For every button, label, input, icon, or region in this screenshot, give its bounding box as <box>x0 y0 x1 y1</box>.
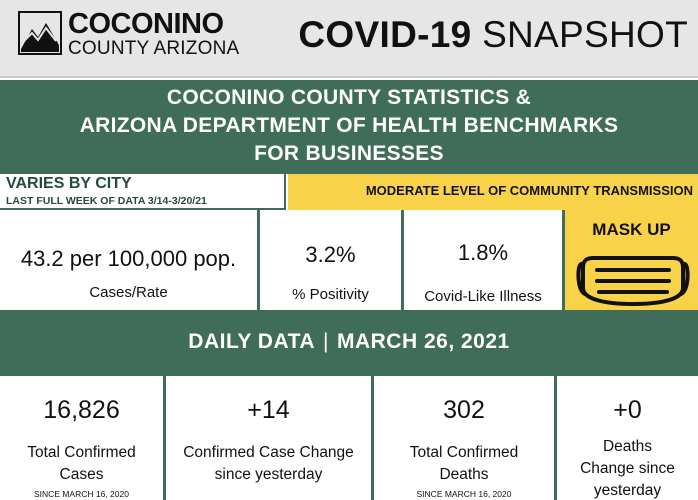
stat-label: % Positivity <box>292 286 369 303</box>
daily-label: Total Confirmed Deaths <box>409 444 519 483</box>
daily-deaths-change <box>557 376 698 500</box>
stat-covid-like-illness <box>404 210 562 310</box>
benchmarks-banner <box>0 80 698 174</box>
daily-label: Confirmed Case Change since yesterday <box>183 444 354 483</box>
daily-label: Total Confirmed Cases <box>27 444 136 483</box>
varies-by-city-box <box>0 174 286 210</box>
daily-data-separator: | <box>323 330 329 353</box>
stat-label: Covid-Like Illness <box>424 288 542 305</box>
logo-subtitle: COUNTY ARIZONA <box>68 38 240 59</box>
daily-data-banner <box>0 312 698 372</box>
daily-value: 302 <box>443 396 485 424</box>
stat-positivity <box>260 210 401 310</box>
varies-subtitle: LAST FULL WEEK OF DATA 3/14-3/20/21 <box>6 195 207 207</box>
transmission-level-box <box>288 174 698 210</box>
mountain-logo-icon <box>18 11 62 55</box>
title-bold: COVID-19 <box>298 14 472 55</box>
mask-title: MASK UP <box>592 220 671 239</box>
daily-value: +0 <box>613 396 642 424</box>
info-row <box>0 174 698 210</box>
stat-cases-rate <box>0 210 257 310</box>
banner-line-3: FOR BUSINESSES <box>254 142 444 165</box>
banner-line-2: ARIZONA DEPARTMENT OF HEALTH BENCHMARKS <box>79 114 619 137</box>
page-title <box>298 14 688 56</box>
daily-stats-row <box>0 372 698 500</box>
stat-value: 1.8% <box>457 240 509 265</box>
daily-total-deaths <box>374 376 554 500</box>
daily-value: 16,826 <box>43 396 120 424</box>
daily-case-change <box>166 376 371 500</box>
stat-value: 43.2 per 100,000 pop. <box>20 246 237 271</box>
benchmark-stats-row <box>0 210 698 312</box>
page-header <box>0 0 698 78</box>
transmission-label: MODERATE LEVEL OF COMMUNITY TRANSMISSION <box>365 183 693 198</box>
daily-data-label: DAILY DATA <box>188 330 316 353</box>
title-rest: SNAPSHOT <box>482 14 688 55</box>
mask-up-box <box>565 210 698 310</box>
face-mask-icon <box>575 250 691 308</box>
daily-label: Deaths Change since yesterday <box>580 438 675 499</box>
banner-line-1: COCONINO COUNTY STATISTICS & <box>166 86 532 109</box>
stat-label: Cases/Rate <box>89 284 168 301</box>
varies-title: VARIES BY CITY <box>6 175 132 192</box>
daily-total-cases <box>0 376 163 500</box>
daily-since: SINCE MARCH 16, 2020 <box>34 489 129 499</box>
stat-value: 3.2% <box>305 242 356 267</box>
logo-name: COCONINO <box>68 8 224 40</box>
daily-value: +14 <box>247 396 290 424</box>
county-logo <box>18 10 238 66</box>
daily-data-date: MARCH 26, 2021 <box>336 330 510 353</box>
daily-since: SINCE MARCH 16, 2020 <box>416 489 512 499</box>
